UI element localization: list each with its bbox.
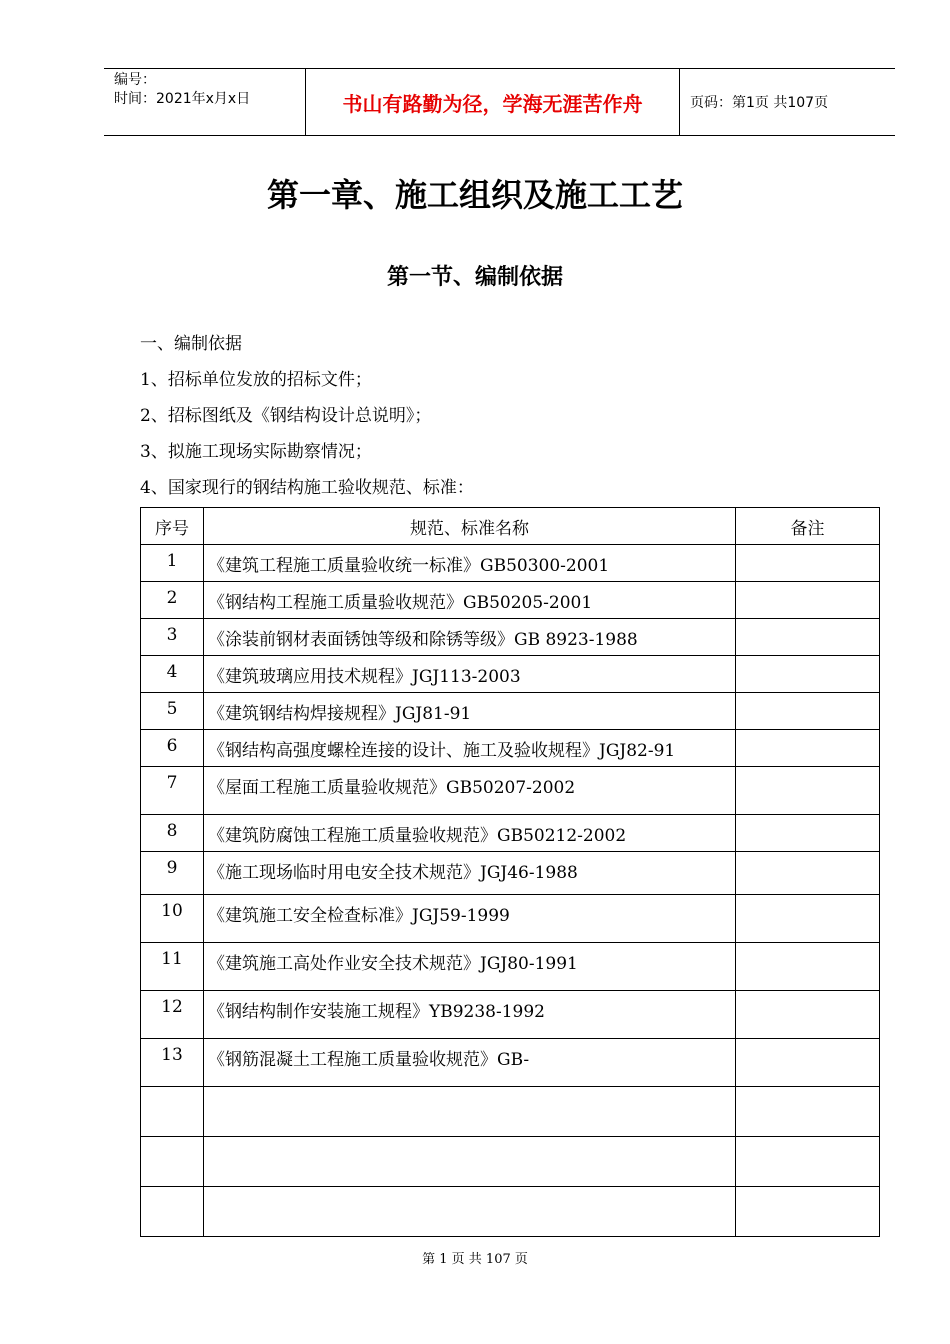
row-remark-cell [736,1137,880,1187]
header-page-info: 页码：第1页 共107页 [690,95,829,111]
row-remark-cell [736,991,880,1039]
row-index-cell [141,1137,204,1187]
paragraph-item: 4、国家现行的钢结构施工验收规范、标准： [140,478,474,498]
row-name-cell: 《建筑施工安全检查标准》JGJ59-1999 [204,895,736,943]
row-remark-cell [736,693,880,730]
row-index-cell: 3 [141,619,204,656]
number-label: 编号： [114,72,156,88]
page-header [104,68,895,136]
table-row [141,1087,880,1137]
table-row [141,545,880,582]
row-name-cell: 《建筑防腐蚀工程施工质量验收规范》GB50212-2002 [204,815,736,852]
row-name-cell: 《屋面工程施工质量验收规范》GB50207-2002 [204,767,736,815]
table-row [141,943,880,991]
table-row [141,656,880,693]
time-label: 时间：2021年x月x日 [114,91,251,107]
paragraph-item: 3、拟施工现场实际勘察情况； [140,442,372,462]
table-header-row [141,508,880,545]
row-index-cell [141,1187,204,1237]
table-row [141,619,880,656]
table-row [141,1187,880,1237]
table-row [141,895,880,943]
row-name-cell: 《建筑施工高处作业安全技术规范》JGJ80-1991 [204,943,736,991]
row-index-cell: 10 [141,895,204,943]
row-remark-cell [736,656,880,693]
row-name-cell: 《建筑钢结构焊接规程》JGJ81-91 [204,693,736,730]
row-name-cell: 《涂装前钢材表面锈蚀等级和除锈等级》GB 8923-1988 [204,619,736,656]
header-cell-name: 规范、标准名称 [204,508,736,545]
row-name-cell [204,1087,736,1137]
row-remark-cell [736,545,880,582]
header-cell-remark: 备注 [736,508,880,545]
row-index-cell: 8 [141,815,204,852]
table-row [141,582,880,619]
row-index-cell [141,1087,204,1137]
header-meta [104,69,306,135]
header-cell-index: 序号 [141,508,204,545]
paragraph-item: 1、招标单位发放的招标文件； [140,370,372,390]
row-index-cell: 6 [141,730,204,767]
row-remark-cell [736,582,880,619]
row-name-cell [204,1187,736,1237]
paragraph-heading: 一、编制依据 [140,334,242,354]
row-index-cell: 4 [141,656,204,693]
chapter-title: 第一章、施工组织及施工工艺 [266,176,683,214]
row-index-cell: 5 [141,693,204,730]
row-name-cell: 《钢结构高强度螺栓连接的设计、施工及验收规程》JGJ82-91 [204,730,736,767]
header-motto: 书山有路勤为径，学海无涯苦作舟 [306,69,680,135]
section-title: 第一节、编制依据 [386,265,563,290]
table-row [141,1137,880,1187]
table-row [141,815,880,852]
standards-table [140,507,880,1237]
row-remark-cell [736,767,880,815]
row-name-cell: 《钢结构制作安装施工规程》YB9238-1992 [204,991,736,1039]
row-remark-cell [736,730,880,767]
row-remark-cell [736,852,880,895]
row-remark-cell [736,1087,880,1137]
row-index-cell: 7 [141,767,204,815]
table-row [141,693,880,730]
row-index-cell: 1 [141,545,204,582]
row-index-cell: 12 [141,991,204,1039]
row-index-cell: 11 [141,943,204,991]
row-remark-cell [736,619,880,656]
row-name-cell: 《施工现场临时用电安全技术规范》JGJ46-1988 [204,852,736,895]
row-name-cell: 《建筑工程施工质量验收统一标准》GB50300-2001 [204,545,736,582]
row-remark-cell [736,895,880,943]
table-row [141,730,880,767]
row-remark-cell [736,1039,880,1087]
table-row [141,767,880,815]
row-name-cell: 《钢筋混凝土工程施工质量验收规范》GB- [204,1039,736,1087]
table-row [141,852,880,895]
page-footer: 第 1 页 共 107 页 [422,1252,528,1267]
row-remark-cell [736,943,880,991]
row-name-cell [204,1137,736,1187]
row-name-cell: 《钢结构工程施工质量验收规范》GB50205-2001 [204,582,736,619]
table-row [141,991,880,1039]
table-row [141,1039,880,1087]
row-name-cell: 《建筑玻璃应用技术规程》JGJ113-2003 [204,656,736,693]
paragraph-item: 2、招标图纸及《钢结构设计总说明》； [140,406,432,426]
row-index-cell: 2 [141,582,204,619]
row-remark-cell [736,1187,880,1237]
row-index-cell: 13 [141,1039,204,1087]
row-index-cell: 9 [141,852,204,895]
row-remark-cell [736,815,880,852]
